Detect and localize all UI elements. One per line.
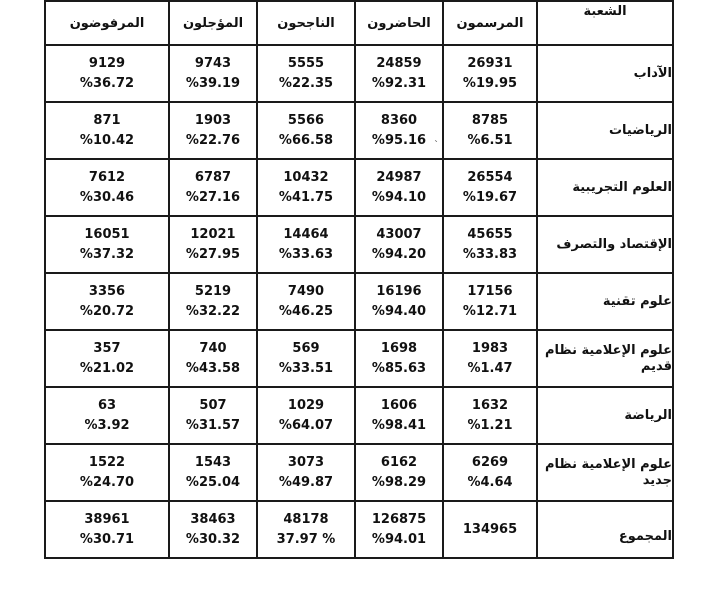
rejected-count: 9129 (88, 55, 126, 71)
rejected-cell (45, 330, 169, 387)
postponed-cell (169, 216, 257, 273)
passed-cell (257, 501, 355, 558)
passed-percent: %22.35 (278, 75, 334, 91)
passed-cell (257, 45, 355, 102)
branch-cell: علوم تقنية (537, 273, 673, 330)
present-count: 16196 (376, 283, 422, 299)
passed-percent: %46.25 (278, 303, 334, 319)
postponed-cell (169, 444, 257, 501)
present-count: 24987 (376, 169, 422, 185)
passed-cell (257, 216, 355, 273)
postponed-percent: %27.95 (185, 246, 241, 262)
passed-percent: %33.63 (278, 246, 334, 262)
passed-count: 3073 (287, 454, 325, 470)
passed-cell (257, 330, 355, 387)
postponed-percent: %32.22 (185, 303, 241, 319)
rejected-percent: %3.92 (84, 417, 130, 433)
rejected-percent: %30.46 (79, 189, 135, 205)
registered-cell (443, 102, 537, 159)
postponed-cell (169, 102, 257, 159)
present-percent: %94.01 (371, 531, 427, 547)
branch-cell: الرياضيات (537, 102, 673, 159)
passed-cell (257, 444, 355, 501)
present-cell (355, 387, 443, 444)
rejected-cell (45, 159, 169, 216)
present-percent: %94.20 (371, 246, 427, 262)
branch-cell: المجموع (537, 501, 673, 558)
table-row (45, 330, 673, 387)
registered-count: 26554 (467, 169, 513, 185)
passed-count: 14464 (283, 226, 329, 242)
postponed-cell (169, 273, 257, 330)
registered-count: 8785 (471, 112, 509, 128)
rejected-count: 16051 (84, 226, 130, 242)
header-row (45, 1, 673, 45)
rejected-count: 38961 (84, 511, 130, 527)
rejected-percent: %30.71 (79, 531, 135, 547)
postponed-percent: %31.57 (185, 417, 241, 433)
present-percent: %85.63 (371, 360, 427, 376)
rejected-cell (45, 102, 169, 159)
passed-percent: %66.58 (278, 132, 334, 148)
rejected-count: 871 (93, 112, 121, 128)
rejected-count: 3356 (88, 283, 126, 299)
postponed-cell (169, 330, 257, 387)
rejected-cell (45, 444, 169, 501)
registered-percent: %33.83 (462, 246, 518, 262)
postponed-count: 1543 (194, 454, 232, 470)
branch-cell: علوم الإعلامية نظام جديد (537, 444, 673, 501)
header-registered: المرسمون (443, 1, 537, 45)
header-present: الحاضرون (355, 1, 443, 45)
postponed-count: 12021 (190, 226, 236, 242)
rejected-percent: %37.32 (79, 246, 135, 262)
passed-cell (257, 387, 355, 444)
postponed-cell (169, 159, 257, 216)
registered-cell (443, 159, 537, 216)
passed-count: 5555 (287, 55, 325, 71)
passed-cell (257, 102, 355, 159)
registered-percent: %19.67 (462, 189, 518, 205)
registered-percent: %6.51 (467, 132, 513, 148)
header-rejected: المرفوضون (45, 1, 169, 45)
present-count: 6162 (380, 454, 418, 470)
passed-percent: %41.75 (278, 189, 334, 205)
rejected-count: 7612 (88, 169, 126, 185)
postponed-count: 1903 (194, 112, 232, 128)
present-percent: %94.10 (371, 189, 427, 205)
passed-cell (257, 273, 355, 330)
rejected-percent: %10.42 (79, 132, 135, 148)
postponed-cell (169, 45, 257, 102)
branch-cell: العلوم التجريبية (537, 159, 673, 216)
present-percent: %92.31 (371, 75, 427, 91)
table-row (45, 102, 673, 159)
registered-cell (443, 501, 537, 558)
passed-count: 10432 (283, 169, 329, 185)
registered-count: 1983 (471, 340, 509, 356)
present-percent: %94.40 (371, 303, 427, 319)
registered-count: 1632 (471, 397, 509, 413)
postponed-percent: %43.58 (185, 360, 241, 376)
rejected-cell (45, 273, 169, 330)
results-table (44, 0, 674, 559)
rejected-percent: %36.72 (79, 75, 135, 91)
present-count: 1698 (380, 340, 418, 356)
branch-cell: الآداب (537, 45, 673, 102)
postponed-count: 38463 (190, 511, 236, 527)
registered-count: 6269 (471, 454, 509, 470)
postponed-count: 507 (199, 397, 227, 413)
registered-percent: %12.71 (462, 303, 518, 319)
present-cell (355, 45, 443, 102)
rejected-percent: %21.02 (79, 360, 135, 376)
registered-cell (443, 444, 537, 501)
passed-count: 48178 (283, 511, 329, 527)
rejected-count: 63 (97, 397, 117, 413)
postponed-percent: %30.32 (185, 531, 241, 547)
branch-cell: الإقتصاد والتصرف (537, 216, 673, 273)
rejected-cell (45, 387, 169, 444)
registered-count: 45655 (467, 226, 513, 242)
rejected-count: 357 (93, 340, 121, 356)
table-row (45, 273, 673, 330)
passed-count: 7490 (287, 283, 325, 299)
passed-count: 569 (292, 340, 320, 356)
passed-count: 5566 (287, 112, 325, 128)
total-row (45, 501, 673, 558)
present-cell (355, 159, 443, 216)
postponed-percent: %22.76 (185, 132, 241, 148)
postponed-count: 9743 (194, 55, 232, 71)
present-cell (355, 216, 443, 273)
table-row (45, 45, 673, 102)
rejected-count: 1522 (88, 454, 126, 470)
present-cell (355, 501, 443, 558)
present-cell (355, 444, 443, 501)
postponed-count: 5219 (194, 283, 232, 299)
postponed-percent: %27.16 (185, 189, 241, 205)
present-percent: %98.41 (371, 417, 427, 433)
present-cell (355, 273, 443, 330)
registered-count: 17156 (467, 283, 513, 299)
present-count: 43007 (376, 226, 422, 242)
table-row (45, 444, 673, 501)
passed-count: 1029 (287, 397, 325, 413)
passed-percent: %33.51 (278, 360, 334, 376)
header-postponed: المؤجلون (169, 1, 257, 45)
present-cell (355, 102, 443, 159)
present-percent: %98.29 (371, 474, 427, 490)
registered-percent: %1.47 (467, 360, 513, 376)
branch-cell: علوم الإعلامية نظام قديم (537, 330, 673, 387)
present-percent: %95.16 (371, 132, 427, 148)
postponed-percent: %39.19 (185, 75, 241, 91)
results-table-frame (44, 0, 672, 552)
rejected-percent: %24.70 (79, 474, 135, 490)
registered-cell (443, 330, 537, 387)
rejected-cell (45, 216, 169, 273)
registered-cell (443, 45, 537, 102)
postponed-cell (169, 387, 257, 444)
passed-percent: %64.07 (278, 417, 334, 433)
branch-cell: الرياضة (537, 387, 673, 444)
header-branch: الشعبة (537, 1, 673, 45)
rejected-cell (45, 501, 169, 558)
postponed-percent: %25.04 (185, 474, 241, 490)
rejected-percent: %20.72 (79, 303, 135, 319)
passed-percent: %49.87 (278, 474, 334, 490)
registered-percent: %4.64 (467, 474, 513, 490)
table-row (45, 387, 673, 444)
registered-cell (443, 216, 537, 273)
registered-cell (443, 387, 537, 444)
rejected-cell (45, 45, 169, 102)
postponed-count: 740 (199, 340, 227, 356)
postponed-count: 6787 (194, 169, 232, 185)
present-cell (355, 330, 443, 387)
passed-percent: % 37.97 (276, 531, 336, 547)
registered-count: 134965 (462, 521, 518, 537)
registered-percent: %19.95 (462, 75, 518, 91)
passed-cell (257, 159, 355, 216)
present-count: 1606 (380, 397, 418, 413)
registered-percent: %1.21 (467, 417, 513, 433)
registered-cell (443, 273, 537, 330)
postponed-cell (169, 501, 257, 558)
registered-count: 26931 (467, 55, 513, 71)
present-count: 24859 (376, 55, 422, 71)
scan-mark: ` (434, 140, 439, 151)
present-count: 126875 (371, 511, 427, 527)
header-passed: الناجحون (257, 1, 355, 45)
table-row (45, 216, 673, 273)
table-row (45, 159, 673, 216)
present-count: 8360 (380, 112, 418, 128)
